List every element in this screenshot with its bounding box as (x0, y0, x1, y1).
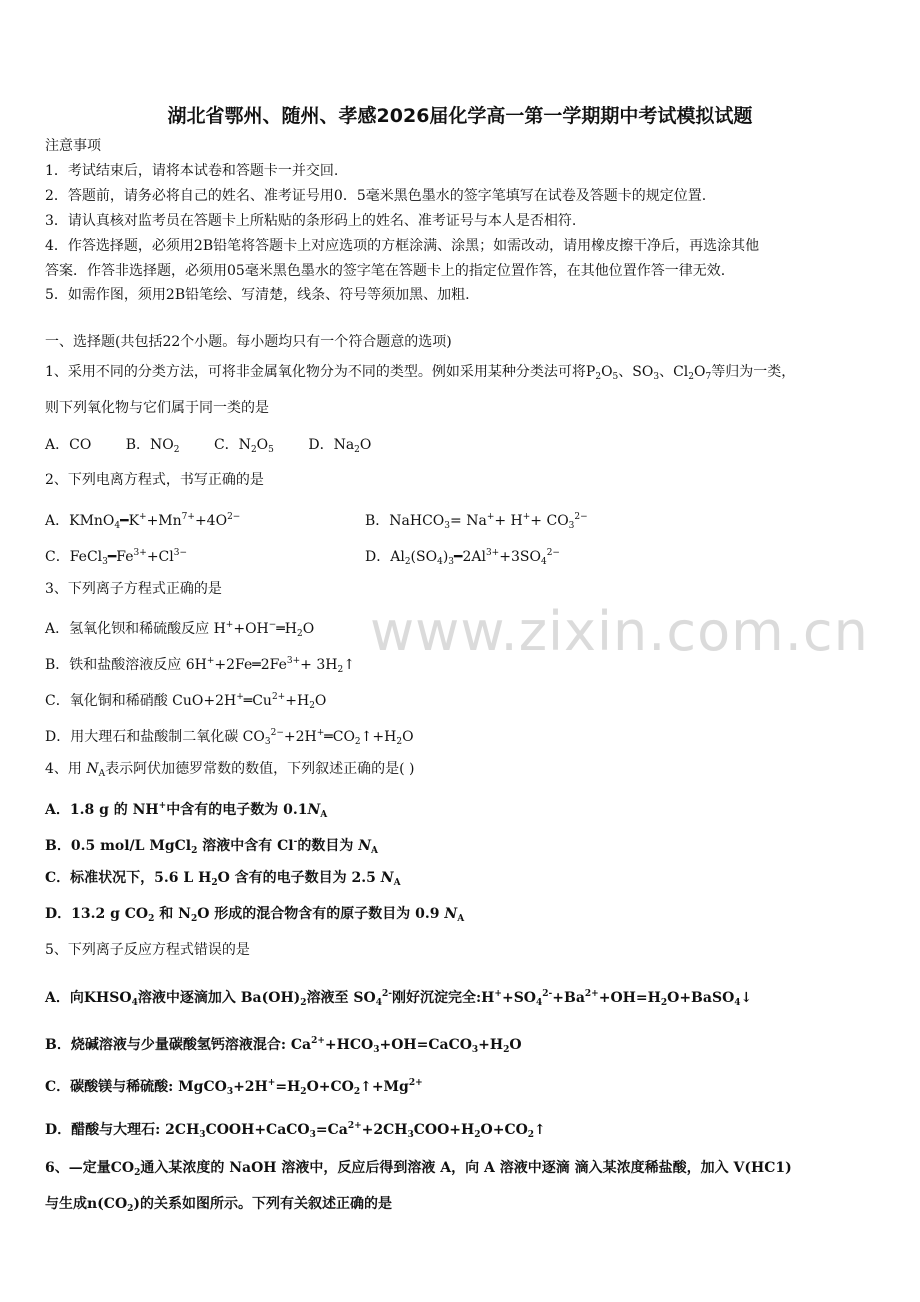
question-1-options (45, 436, 401, 459)
option-d[interactable]: D．用大理石和盐酸制二氧化碳 $CO_3^{2-}+2H^+═CO_2↑+H_2O$ (45, 728, 414, 747)
notice-item: 答案．作答非选择题，必须用05毫米黑色墨水的签字笔在答题卡上的指定位置作答，在其他位置作答一律无效. (45, 263, 726, 279)
page-title: 湖北省鄂州、随州、孝感2026届化学高一第一学期期中考试模拟试题 (167, 105, 753, 127)
option-b[interactable]: B．烧碱溶液与少量碳酸氢钙溶液混合: $Ca^{2+}+HCO_3+OH=CaCO_3+H_2O$ (45, 1036, 522, 1055)
option-a[interactable]: A．CO (45, 437, 92, 453)
option-a[interactable]: A．氢氧化钡和稀硫酸反应 $H^++OH^-═H_2O$ (45, 620, 315, 639)
question-5-stem: 5、下列离子反应方程式错误的是 (45, 942, 250, 958)
question-6-stem-cont: 与生成$n(CO_2)$的关系如图所示。下列有关叙述正确的是 (45, 1196, 393, 1214)
option-d[interactable]: D．$Al_2(SO_4)_3━2Al^{3+}+3SO_4^{2-}$ (365, 548, 560, 567)
notice-item: 5．如需作图，须用2B铅笔绘、写清楚，线条、符号等须加黑、加粗. (45, 287, 470, 303)
question-1-stem-cont: 则下列氧化物与它们属于同一类的是 (45, 400, 269, 416)
notice-item: 3．请认真核对监考员在答题卡上所粘贴的条形码上的姓名、准考证号与本人是否相符. (45, 213, 577, 229)
option-b[interactable]: B．NaHCO$_3$= $Na^++ H^++ CO_3^{2-}$ (365, 512, 588, 531)
option-c[interactable]: C．碳酸镁与稀硫酸: $MgCO_3+2H^+=H_2O+CO_2↑+Mg^{2+}$ (45, 1078, 423, 1097)
watermark: www.zixin.com.cn (370, 600, 869, 663)
option-c[interactable]: C．标准状况下，5.6 L $H_2O$ 含有的电子数目为 2.5 $N_A$ (45, 870, 401, 888)
question-4-stem: 4、用 $N_A$表示阿伏加德罗常数的数值，下列叙述正确的是( ) (45, 761, 415, 779)
question-1-stem: 1、采用不同的分类方法，可将非金属氧化物分为不同的类型。例如采用某种分类法可将$P_2O_5$、$SO_3$、$Cl_2O_7$等归为一类， (45, 364, 796, 382)
question-2-stem: 2、下列电离方程式，书写正确的是 (45, 472, 264, 488)
option-d[interactable]: D．醋酸与大理石: $2CH_3COOH+CaCO_3=Ca^{2+}+2CH_3COO+H_2O+CO_2↑$ (45, 1121, 546, 1140)
question-6-stem: 6、—定量$CO_2$通入某浓度的 NaOH 溶液中，反应后得到溶液 A，向 A 溶液中逐滴 滴入某浓度稀盐酸，加入 V(HC1) (45, 1160, 792, 1178)
option-c[interactable]: C．氧化铜和稀硝酸 $CuO+2H^+═Cu^{2+}+H_2O$ (45, 692, 327, 711)
question-3-stem: 3、下列离子方程式正确的是 (45, 581, 222, 597)
notice-item: 4．作答选择题，必须用2B铅笔将答题卡上对应选项的方框涂满、涂黑；如需改动，请用橡皮擦干净后，再选涂其他 (45, 238, 760, 254)
notice-item: 1．考试结束后，请将本试卷和答题卡一并交回. (45, 163, 339, 179)
option-b[interactable]: B．铁和盐酸溶液反应 $6H^++2Fe═2Fe^{3+}+$ $3H_2↑$ (45, 656, 355, 675)
option-a[interactable]: A．1.8 g 的 NH+中含有的电子数为 $0.1N_A$ (45, 801, 328, 820)
option-a[interactable]: A．$KMnO_4━K^++Mn^{7+}+4O^{2-}$ (45, 512, 241, 531)
option-c[interactable]: C．$N_2O_5$ (213, 437, 274, 455)
option-d[interactable]: D．13.2 g $CO_2$ 和 $N_2O$ 形成的混合物含有的原子数目为 0.9 $N_A$ (45, 906, 465, 924)
section-heading: 一、选择题(共包括22个小题。每小题均只有一个符合题意的选项) (45, 334, 452, 350)
option-a[interactable]: A．向$KHSO_4$溶液中逐滴加入 $Ba(OH)_2$溶液至 $SO_4^{2-}$刚好沉淀完全$:H^++SO_4^{2-}+Ba^{2+}+OH=H_2O+BaSO_4↓$ (45, 989, 753, 1008)
option-d[interactable]: D．$Na_2O$ (308, 437, 372, 455)
notice-item: 2．答题前，请务必将自己的姓名、准考证号用0．5毫米黑色墨水的签字笔填写在试卷及答题卡的规定位置. (45, 188, 707, 204)
notice-heading: 注意事项 (45, 138, 101, 154)
option-b[interactable]: B．$NO_2$ (125, 437, 180, 455)
option-b[interactable]: B．0.5 mol/L MgCl$_2$ 溶液中含有 Cl-的数目为 $N_A$ (45, 837, 379, 856)
option-c[interactable]: C．$FeCl_3━Fe^{3+}+Cl^{3-}$ (45, 548, 188, 567)
